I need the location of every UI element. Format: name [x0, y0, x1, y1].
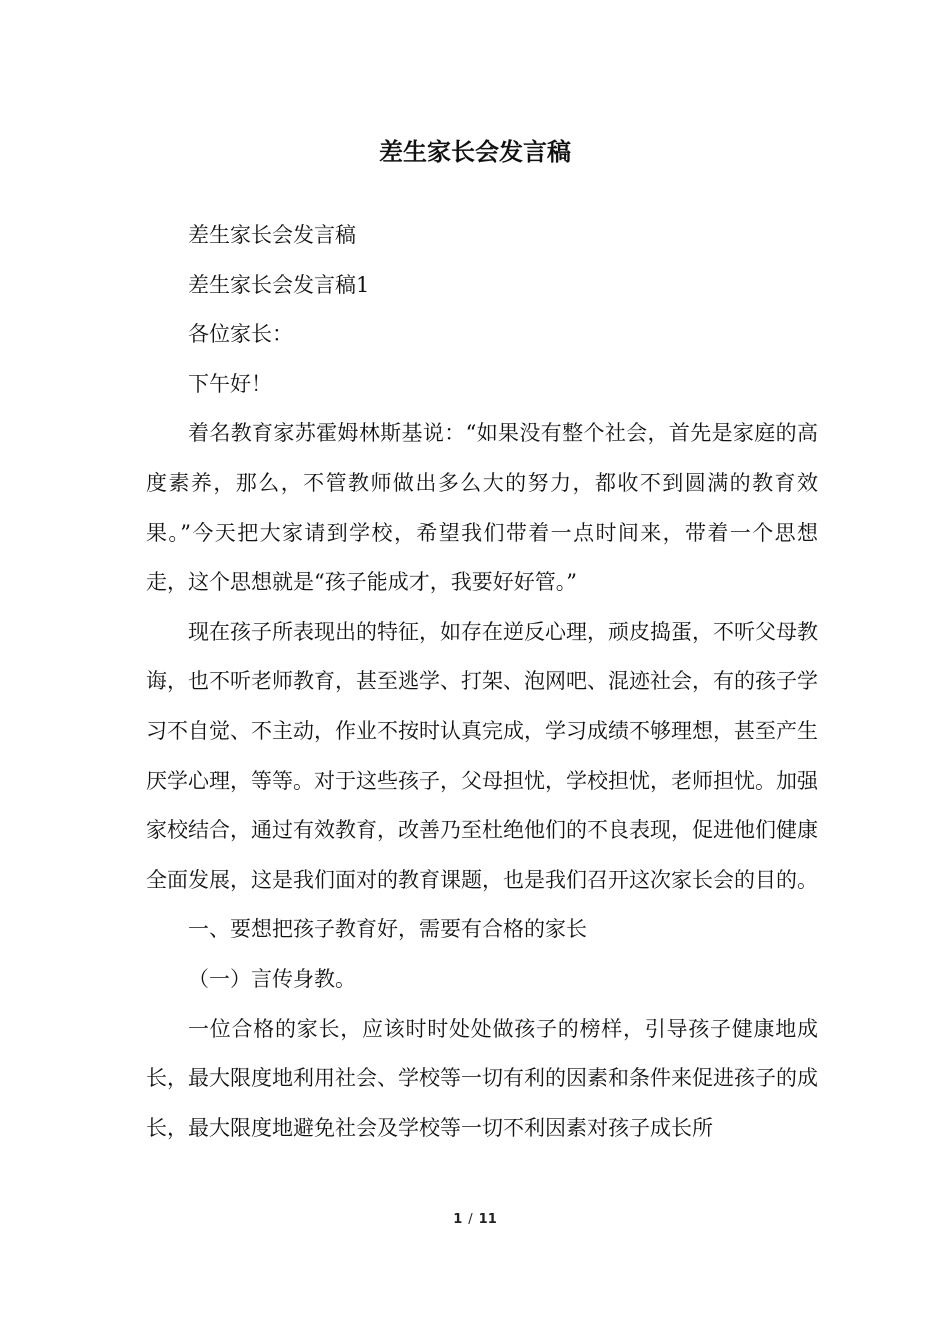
paragraph-subtitle: 差生家长会发言稿 — [188, 223, 356, 247]
paragraph-salutation: 各位家长： — [188, 322, 293, 347]
paragraph-role-model: 一位合格的家长，应该时时处处做孩子的榜样，引导孩子健康地成长，最大限度地利用社会、学校等一切有利的因素和条件来促进孩子的成长，最大限度地避免社会及学校等一切不利因素对孩子成长所 — [146, 1016, 818, 1140]
paragraph-greeting: 下午好！ — [188, 371, 272, 396]
paragraph-heading-1: 差生家长会发言稿1 — [188, 272, 370, 297]
page-number — [0, 1212, 950, 1227]
document-body — [146, 211, 818, 1153]
page-separator: / — [468, 1212, 473, 1227]
paragraph-section-heading: 一、要想把孩子教育好，需要有合格的家长 — [188, 917, 587, 942]
page-total: 11 — [478, 1212, 497, 1227]
paragraph-current-situation: 现在孩子所表现出的特征，如存在逆反心理，顽皮捣蛋，不听父母教诲，也不听老师教育，甚至逃学、打架、泡网吧、混迹社会，有的孩子学习不自觉、不主动，作业不按时认真完成，学习成绩不够理想，甚至产生厌学心理，等等。对于这些孩子，父母担忧，学校担忧，老师担忧。加强家校结合，通过有效教育，改善乃至杜绝他们的不良表现，促进他们健康全面发展，这是我们面对的教育课题，也是我们召开这次家长会的目的。 — [146, 619, 818, 892]
paragraph-subsection-heading: （一）言传身教。 — [188, 966, 356, 991]
paragraph-quote: 着名教育家苏霍姆林斯基说：“如果没有整个社会，首先是家庭的高度素养，那么，不管教师做出多么大的努力，都收不到圆满的教育效果。”今天把大家请到学校，希望我们带着一点时间来，带着一个思想走，这个思想就是“孩子能成才，我要好好管。” — [146, 421, 818, 595]
page-current: 1 — [453, 1212, 463, 1227]
document-title: 差生家长会发言稿 — [379, 138, 571, 166]
